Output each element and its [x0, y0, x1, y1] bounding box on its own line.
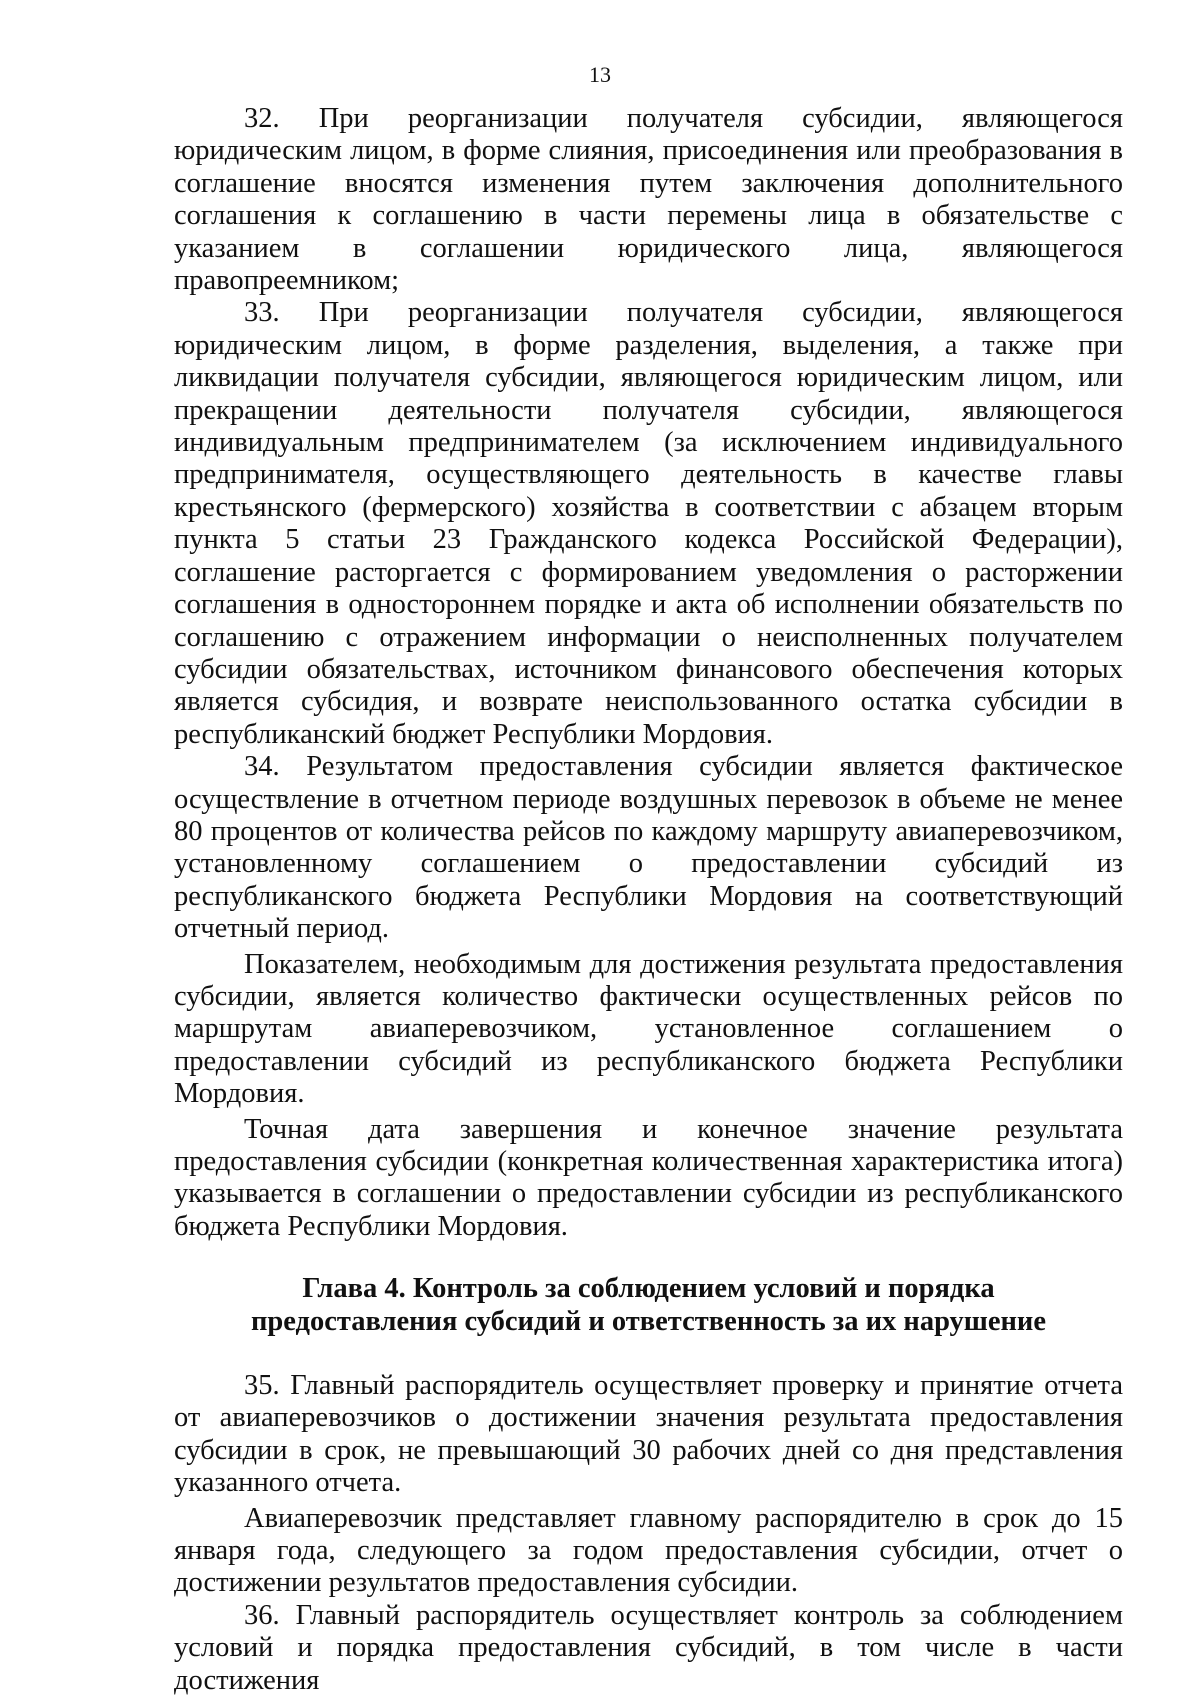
paragraph-34-date: Точная дата завершения и конечное значение результата предоставления субсидии (конкретная количественная характеристика итога) указывается в соглашении о предоставлении субсидии из республиканского бюджета Республики Мордовия. — [174, 1113, 1123, 1242]
paragraph-36: 36. Главный распорядитель осуществляет контроль за соблюдением условий и порядка предоставления субсидий, в том числе в части достижения — [174, 1599, 1123, 1696]
page-number: 13 — [589, 62, 611, 87]
document-body — [174, 103, 1123, 1697]
paragraph-32: 32. При реорганизации получателя субсидии, являющегося юридическим лицом, в форме слияния, присоединения или преобразования в соглашение вносятся изменения путем заключения дополнительного соглашения к соглашению в части перемены лица в обязательстве с указанием в соглашении юридического лица, являющегося правопреемником; — [174, 103, 1123, 297]
chapter-heading-line2: предоставления субсидий и ответственность за их нарушение — [250, 1305, 1046, 1337]
chapter-heading — [174, 1273, 1123, 1338]
paragraph-34-indicator: Показателем, необходимым для достижения результата предоставления субсидии, является количество фактически осуществленных рейсов по маршрутам авиаперевозчиком, установленное соглашением о предоставлении субсидий из республиканского бюджета Республики Мордовия. — [174, 948, 1123, 1110]
paragraph-35: 35. Главный распорядитель осуществляет проверку и принятие отчета от авиаперевозчиков о достижении значения результата предоставления субсидии в срок, не превышающий 30 рабочих дней со дня представления указанного отчета. — [174, 1370, 1123, 1499]
paragraph-33: 33. При реорганизации получателя субсидии, являющегося юридическим лицом, в форме разделения, выделения, а также при ликвидации получателя субсидии, являющегося юридическим лицом, или прекращении деятельности получателя субсидии, являющегося индивидуальным предпринимателем (за исключением индивидуального предпринимателя, осуществляющего деятельность в качестве главы крестьянского (фермерского) хозяйства в соответствии с абзацем вторым пункта 5 статьи 23 Гражданского кодекса Российской Федерации), соглашение расторгается с формированием уведомления о расторжении соглашения в одностороннем порядке и акта об исполнении обязательств по соглашению с отражением информации о неисполненных получателем субсидии обязательствах, источником финансового обеспечения которых является субсидия, и возврате неиспользованного остатка субсидии в республиканский бюджет Республики Мордовия. — [174, 297, 1123, 750]
chapter-heading-line1: Глава 4. Контроль за соблюдением условий и порядка — [302, 1273, 995, 1305]
paragraph-35-report: Авиаперевозчик представляет главному распорядителю в срок до 15 января года, следующего за годом предоставления субсидии, отчет о достижении результатов предоставления субсидии. — [174, 1502, 1123, 1599]
paragraph-34: 34. Результатом предоставления субсидии является фактическое осуществление в отчетном периоде воздушных перевозок в объеме не менее 80 процентов от количества рейсов по каждому маршруту авиаперевозчиком, установленному соглашением о предоставлении субсидий из республиканского бюджета Республики Мордовия на соответствующий отчетный период. — [174, 751, 1123, 945]
